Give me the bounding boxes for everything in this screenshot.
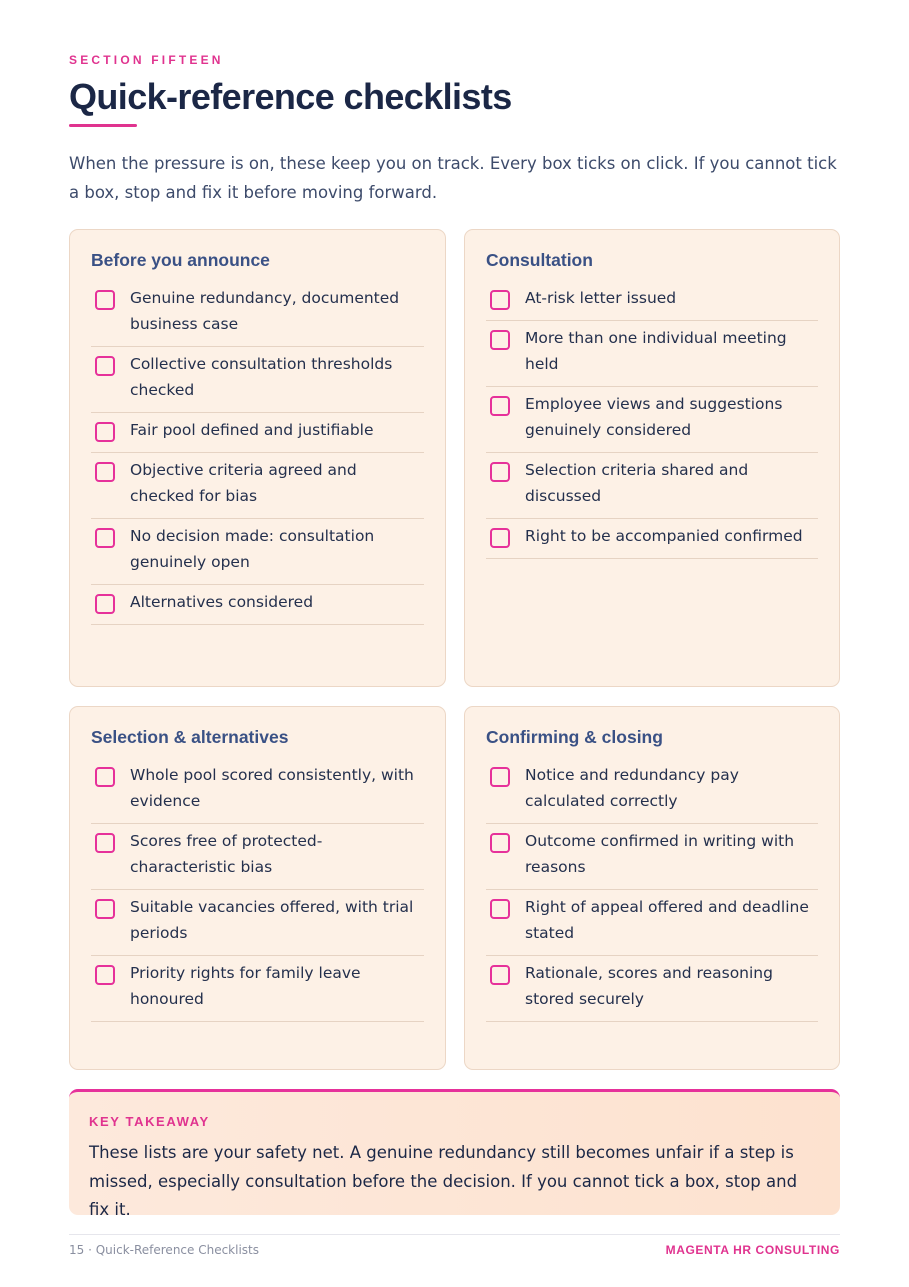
checklist-item[interactable] <box>486 824 818 890</box>
checkbox[interactable] <box>490 528 510 548</box>
checkbox[interactable] <box>490 462 510 482</box>
checklist-item-label: At-risk letter issued <box>525 289 677 307</box>
checklist-item-label: Whole pool scored consistently, with evidence <box>130 766 414 810</box>
checkbox[interactable] <box>95 594 115 614</box>
section-eyebrow: SECTION FIFTEEN <box>69 53 224 67</box>
checkbox[interactable] <box>490 899 510 919</box>
checkbox[interactable] <box>95 356 115 376</box>
checklist-item-label: Scores free of protected-characteristic bias <box>130 832 323 876</box>
checkbox[interactable] <box>490 767 510 787</box>
checklist-item[interactable] <box>486 453 818 519</box>
checklist-card-before-announce <box>69 229 446 687</box>
checklist-item[interactable] <box>486 387 818 453</box>
checklist-item[interactable] <box>486 321 818 387</box>
checklist-item-label: More than one individual meeting held <box>525 329 787 373</box>
checkbox[interactable] <box>95 965 115 985</box>
checklist-item[interactable] <box>91 453 424 519</box>
checklist-item-label: Outcome confirmed in writing with reasons <box>525 832 795 876</box>
checklist-item[interactable] <box>91 281 424 347</box>
checkbox[interactable] <box>95 767 115 787</box>
checklist-item[interactable] <box>486 519 818 559</box>
title-underline <box>69 124 137 127</box>
checklist-item-label: Notice and redundancy pay calculated correctly <box>525 766 739 810</box>
checkbox[interactable] <box>490 290 510 310</box>
card-title: Confirming & closing <box>486 727 663 747</box>
checklist-item-label: Right of appeal offered and deadline stated <box>525 898 809 942</box>
checklist-item-label: Right to be accompanied confirmed <box>525 527 803 545</box>
key-takeaway-panel <box>69 1089 840 1219</box>
takeaway-text: These lists are your safety net. A genuine redundancy still becomes unfair if a step is missed, especially consultation before the decision. If you cannot tick a box, stop and fix it. <box>89 1143 798 1219</box>
page-title: Quick-reference checklists <box>69 76 512 117</box>
checkbox[interactable] <box>490 965 510 985</box>
checkbox[interactable] <box>95 899 115 919</box>
checklist-item-label: Selection criteria shared and discussed <box>525 461 749 505</box>
checkbox[interactable] <box>490 833 510 853</box>
checklist-item-label: Genuine redundancy, documented business case <box>130 289 400 333</box>
intro-paragraph: When the pressure is on, these keep you on track. Every box ticks on click. If you cannot tick a box, stop and fix it before moving forward. <box>69 154 837 202</box>
card-title: Consultation <box>486 250 593 270</box>
checklist-item-label: Suitable vacancies offered, with trial periods <box>130 898 414 942</box>
checklist-item-label: Alternatives considered <box>130 593 314 611</box>
checklist-card-consultation <box>464 229 840 687</box>
checkbox[interactable] <box>95 528 115 548</box>
checkbox[interactable] <box>95 462 115 482</box>
checklist-item-label: Priority rights for family leave honoured <box>130 964 361 1008</box>
card-title: Selection & alternatives <box>91 727 289 747</box>
card-title: Before you announce <box>91 250 270 270</box>
checkbox[interactable] <box>95 422 115 442</box>
checklist-item[interactable] <box>486 956 818 1022</box>
checklist-item[interactable] <box>486 890 818 956</box>
checklist-item[interactable] <box>91 519 424 585</box>
checklist-item[interactable] <box>91 347 424 413</box>
checklist-item[interactable] <box>91 824 424 890</box>
checkbox[interactable] <box>95 833 115 853</box>
checklist-item[interactable] <box>91 413 424 453</box>
checklist-item-label: Fair pool defined and justifiable <box>130 421 374 439</box>
footer-divider <box>69 1234 840 1235</box>
checklist-item[interactable] <box>91 758 424 824</box>
checkbox[interactable] <box>95 290 115 310</box>
checklist-card-selection <box>69 706 446 1070</box>
checklist-item-label: Objective criteria agreed and checked for bias <box>130 461 357 505</box>
checklist-item[interactable] <box>486 281 818 321</box>
checklist-item-label: Rationale, scores and reasoning stored securely <box>525 964 773 1008</box>
checklist-item[interactable] <box>91 585 424 625</box>
checklist-item[interactable] <box>486 758 818 824</box>
checklist-item[interactable] <box>91 956 424 1022</box>
checkbox[interactable] <box>490 396 510 416</box>
checkbox[interactable] <box>490 330 510 350</box>
checklist-item-label: No decision made: consultation genuinely open <box>130 527 375 571</box>
footer-page-label: 15 · Quick-Reference Checklists <box>69 1243 260 1257</box>
checklist-card-closing <box>464 706 840 1070</box>
checklist-item-label: Collective consultation thresholds checked <box>130 355 393 399</box>
checklist-item[interactable] <box>91 890 424 956</box>
footer-brand: MAGENTA HR CONSULTING <box>665 1243 840 1257</box>
takeaway-label: KEY TAKEAWAY <box>89 1114 210 1129</box>
checklist-item-label: Employee views and suggestions genuinely considered <box>525 395 783 439</box>
